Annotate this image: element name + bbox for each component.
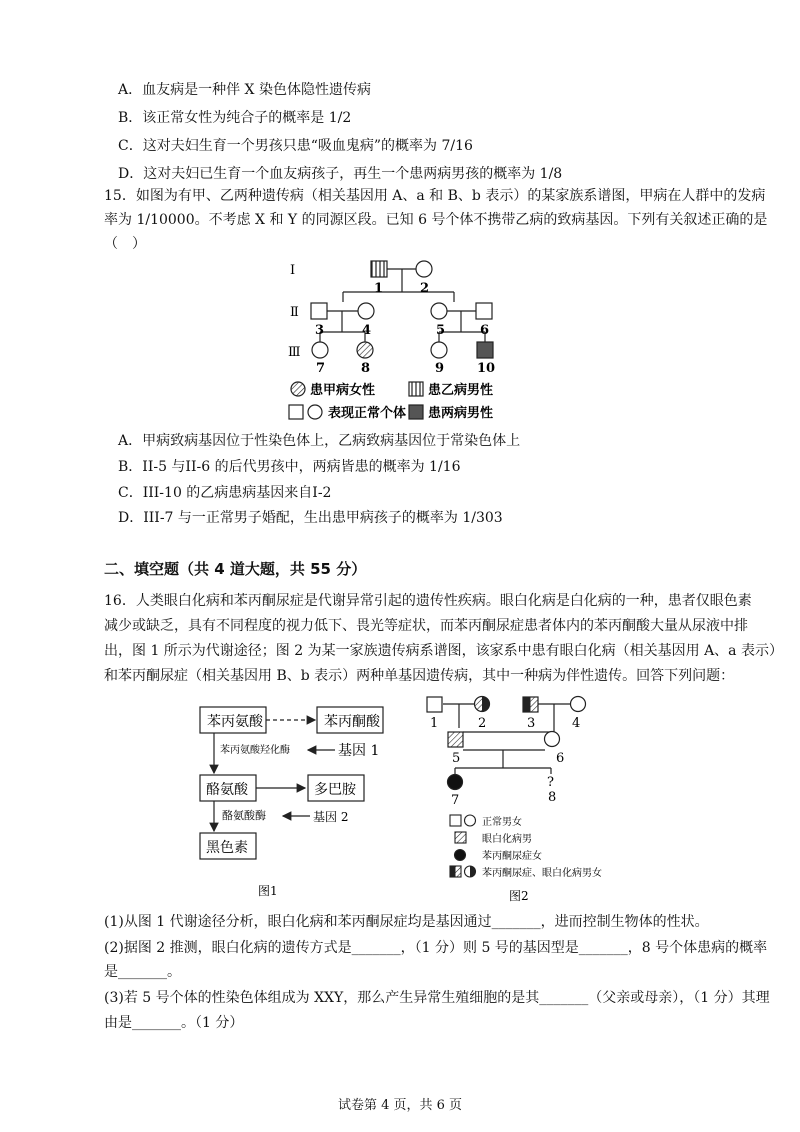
q14-option-b: B．该正常女性为纯合子的概率是 1/2 <box>118 110 352 126</box>
q16-sub-3-line-1: (3)若 5 号个体的性染色体组成为 XXY，那么产生异常生殖细胞的是其_______（父亲或母亲），（1 分）其理 <box>104 990 770 1006</box>
individual-III-10 <box>477 342 493 358</box>
fig2-individual-6 <box>545 732 560 747</box>
q14-option-a: A．血友病是一种伴 X 染色体隐性遗传病 <box>118 82 371 98</box>
legend-normal-male-symbol <box>450 815 461 826</box>
id-6: 6 <box>480 323 490 338</box>
fig2-id-8: 8 <box>548 790 557 805</box>
individual-I-2 <box>416 261 432 277</box>
fig2-id-2: 2 <box>478 716 487 731</box>
fig2-individual-1 <box>427 697 442 712</box>
legend-jia-female-symbol <box>291 382 305 396</box>
legend-normal-circle <box>308 405 322 419</box>
individual-II-6 <box>476 303 492 319</box>
q16-sub-2-line-1: (2)据图 2 推测，眼白化病的遗传方式是_______，（1 分）则 5 号的基因型是_______，8 号个体患病的概率 <box>104 940 768 956</box>
fig2-individual-3-left-half <box>523 697 531 712</box>
section-2-title: 二、填空题（共 4 道大题，共 55 分） <box>104 560 367 578</box>
q16-stem-line-3: 出，图 1 所示为代谢途径；图 2 为某一家族遗传病系谱图，该家系中患有眼白化病（相关基因用 A、a 表示） <box>104 643 783 659</box>
legend-jia-female: 患甲病女性 <box>310 383 376 398</box>
legend-both-male: 患两病男性 <box>428 406 494 421</box>
q16-figure-1-pathway <box>180 695 410 905</box>
q16-sub-3-line-2: 由是_______。（1 分） <box>104 1015 244 1031</box>
box-phenylpyruvate-label: 苯丙酮酸 <box>324 714 380 730</box>
fig2-individual-2-right-half <box>475 697 483 712</box>
fig2-individual-4 <box>571 697 586 712</box>
individual-I-1 <box>371 261 387 277</box>
id-10: 10 <box>477 361 496 376</box>
q14-option-d: D．这对夫妇已生育一个血友病孩子，再生一个患两病男孩的概率为 1/8 <box>118 166 563 182</box>
generation-labels <box>288 263 301 360</box>
gene-2-label: 基因 2 <box>313 810 349 824</box>
q15-option-a: A．甲病致病基因位于性染色体上，乙病致病基因位于常染色体上 <box>118 433 521 449</box>
pedigree-lines <box>320 269 485 342</box>
fig2-id-1: 1 <box>430 716 439 731</box>
fig2-legend-both: 苯丙酮尿症、眼白化病男女 <box>482 868 602 879</box>
gen-label-2: Ⅱ <box>290 305 299 320</box>
id-8: 8 <box>361 361 371 376</box>
gen-label-1: Ⅰ <box>290 263 296 278</box>
gen-label-3: Ⅲ <box>288 345 301 360</box>
box-melanin-label: 黑色素 <box>206 840 248 856</box>
figure-1-caption: 图1 <box>258 884 278 898</box>
individual-III-8 <box>357 342 373 358</box>
legend-yi-male: 患乙病男性 <box>428 383 494 398</box>
individual-II-4 <box>358 303 374 319</box>
fig2-legend-normal: 正常男女 <box>482 817 522 828</box>
id-7: 7 <box>316 361 326 376</box>
legend-both-female-left <box>470 866 476 877</box>
q16-stem-line-1: 16．人类眼白化病和苯丙酮尿症是代谢异常引起的遗传性疾病。眼白化病是白化病的一种，患者仅眼色素 <box>104 593 752 609</box>
q15-option-c: C．III-10 的乙病患病基因来自I-2 <box>118 485 332 501</box>
fig2-legend-albinism-male: 眼白化病男 <box>482 834 532 845</box>
individual-II-5 <box>431 303 447 319</box>
fig2-question-mark: ? <box>547 775 554 790</box>
q15-stem-line-2: 率为 1/10000。不考虑 X 和 Y 的同源区段。已知 6 号个体不携带乙病的致病基因。下列有关叙述正确的是 <box>104 212 768 228</box>
legend-yi-male-symbol <box>409 382 423 396</box>
q16-stem-line-4: 和苯丙酮尿症（相关基因用 B、b 表示）两种单基因遗传病，其中一种病为伴性遗传。回答下列问题： <box>104 668 735 684</box>
id-1: 1 <box>374 281 384 296</box>
id-9: 9 <box>435 361 445 376</box>
box-phenylalanine-label: 苯丙氨酸 <box>207 714 263 730</box>
fig2-id-7: 7 <box>451 793 460 808</box>
fig2-id-4: 4 <box>572 716 581 731</box>
q16-figure-2-pedigree <box>415 692 635 905</box>
fig2-individual-5 <box>448 732 463 747</box>
pedigree-legend <box>289 382 493 421</box>
q14-option-c: C．这对夫妇生育一个男孩只患“吸血鬼病”的概率为 7/16 <box>118 138 473 154</box>
q16-stem-line-2: 减少或缺乏，具有不同程度的视力低下、畏光等症状，而苯丙酮尿症患者体内的苯丙酮酸大量从尿液中排 <box>104 618 748 634</box>
legend-albinism-male-symbol <box>455 832 466 843</box>
fig2-id-3: 3 <box>527 716 536 731</box>
q15-option-b: B．II-5 与II-6 的后代男孩中，两病皆患的概率为 1/16 <box>118 459 461 475</box>
fig2-legend <box>450 815 602 879</box>
legend-pku-female-symbol <box>455 850 466 861</box>
gene-1-label: 基因 1 <box>338 743 380 759</box>
fig2-legend-pku-female: 苯丙酮尿症女 <box>482 851 542 862</box>
q16-sub-1: (1)从图 1 代谢途径分析，眼白化病和苯丙酮尿症均是基因通过_______，进而控制生物体的性状。 <box>104 914 709 930</box>
q15-stem-line-3: （ ） <box>104 236 146 252</box>
q16-sub-2-line-2: 是_______。 <box>104 964 181 980</box>
figure-2-caption: 图2 <box>509 889 529 903</box>
box-dopamine-label: 多巴胺 <box>314 782 356 798</box>
legend-both-male-left <box>450 866 456 877</box>
fig2-ids <box>430 716 580 808</box>
fig2-id-5: 5 <box>452 751 461 766</box>
fig2-individual-2-left-half <box>482 697 490 712</box>
legend-normal-square <box>289 405 303 419</box>
fig2-individual-7 <box>448 775 463 790</box>
enzyme-1-label: 苯丙氨酸羟化酶 <box>220 745 290 756</box>
id-4: 4 <box>362 323 372 338</box>
page-footer: 试卷第 4 页，共 6 页 <box>337 1098 463 1113</box>
id-2: 2 <box>420 281 430 296</box>
q15-stem-line-1: 15．如图为有甲、乙两种遗传病（相关基因用 A、a 和 B、b 表示）的某家族系谱图，甲病在人群中的发病 <box>104 188 766 204</box>
legend-normal: 表现正常个体 <box>328 406 407 421</box>
legend-normal-female-symbol <box>465 815 476 826</box>
fig2-individual-3-right-half <box>531 697 539 712</box>
box-tyrosine-label: 酪氨酸 <box>206 782 248 798</box>
fig2-id-6: 6 <box>556 751 565 766</box>
legend-both-male-right <box>456 866 462 877</box>
id-3: 3 <box>315 323 325 338</box>
id-5: 5 <box>436 323 446 338</box>
individual-II-3 <box>311 303 327 319</box>
q15-option-d: D．III-7 与一正常男子婚配，生出患甲病孩子的概率为 1/303 <box>118 510 503 526</box>
individual-III-7 <box>312 342 328 358</box>
enzyme-2-label: 酪氨酸酶 <box>222 809 266 822</box>
q15-pedigree-figure <box>270 252 530 427</box>
legend-both-male-symbol <box>409 405 423 419</box>
individual-III-9 <box>431 342 447 358</box>
